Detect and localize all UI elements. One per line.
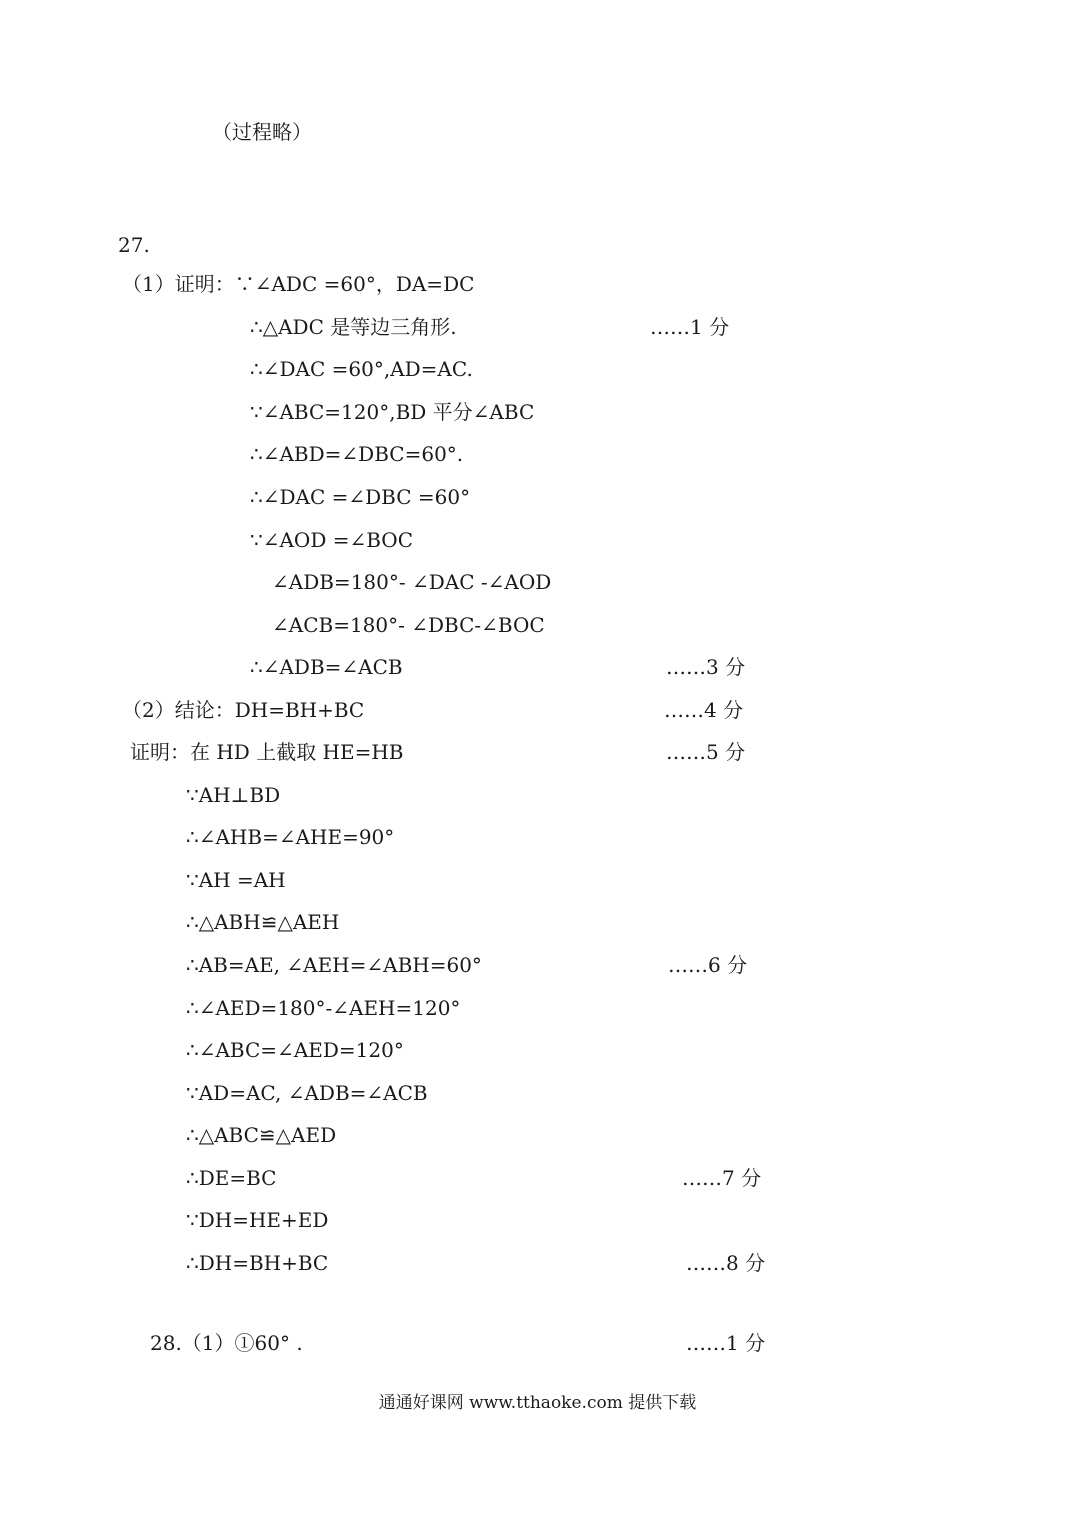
score-28-1: ……1 分 (686, 1331, 766, 1355)
proof-line-4: ∵∠ABC=120°,BD 平分∠ABC (250, 400, 535, 424)
score-5: ……5 分 (666, 740, 746, 764)
score-3: ……3 分 (666, 655, 746, 679)
proof-2-line-12: ∵DH=HE+ED (186, 1208, 329, 1232)
proof-line-2: ∴△ADC 是等边三角形. (250, 315, 457, 339)
proof-2-line-6: ∴AB=AE, ∠AEH=∠ABH=60° (186, 953, 482, 977)
proof-2-line-7: ∴∠AED=180°-∠AEH=120° (186, 996, 461, 1020)
proof-line-5: ∴∠ABD=∠DBC=60°. (250, 442, 464, 466)
problem-27-number: 27. (118, 233, 150, 257)
proof-line-8: ∠ADB=180°- ∠DAC -∠AOD (272, 570, 552, 594)
proof-2-line-2: ∵AH⊥BD (186, 783, 281, 807)
proof-2-line-13: ∴DH=BH+BC (186, 1251, 329, 1275)
proof-line-9: ∠ACB=180°- ∠DBC-∠BOC (272, 613, 545, 637)
score-8: ……8 分 (686, 1251, 766, 1275)
proof-line-7: ∵∠AOD =∠BOC (250, 528, 413, 552)
proof-2-line-9: ∵AD=AC, ∠ADB=∠ACB (186, 1081, 428, 1105)
proof-line-1: （1）证明：∵∠ADC =60°，DA=DC (122, 272, 475, 296)
proof-line-6: ∴∠DAC =∠DBC =60° (250, 485, 471, 509)
page-footer: 通通好课网 www.tthaoke.com 提供下载 (378, 1393, 697, 1413)
problem-28-line: 28.（1）①60° . (150, 1331, 303, 1355)
score-1: ……1 分 (650, 315, 730, 339)
score-4: ……4 分 (664, 698, 744, 722)
proof-line-3: ∴∠DAC =60°,AD=AC. (250, 357, 473, 381)
proof-2-line-1: 证明：在 HD 上截取 HE=HB (130, 740, 404, 764)
proof-2-line-5: ∴△ABH≌△AEH (186, 910, 340, 934)
proof-2-line-3: ∴∠AHB=∠AHE=90° (186, 825, 395, 849)
score-7: ……7 分 (682, 1166, 762, 1190)
proof-2-line-4: ∵AH =AH (186, 868, 286, 892)
proof-2-line-8: ∴∠ABC=∠AED=120° (186, 1038, 404, 1062)
score-6: ……6 分 (668, 953, 748, 977)
proof-2-line-10: ∴△ABC≌△AED (186, 1123, 337, 1147)
proof-2-line-11: ∴DE=BC (186, 1166, 277, 1190)
conclusion-line: （2）结论：DH=BH+BC (122, 698, 365, 722)
process-omitted-note: （过程略） (212, 120, 312, 144)
proof-line-10: ∴∠ADB=∠ACB (250, 655, 403, 679)
